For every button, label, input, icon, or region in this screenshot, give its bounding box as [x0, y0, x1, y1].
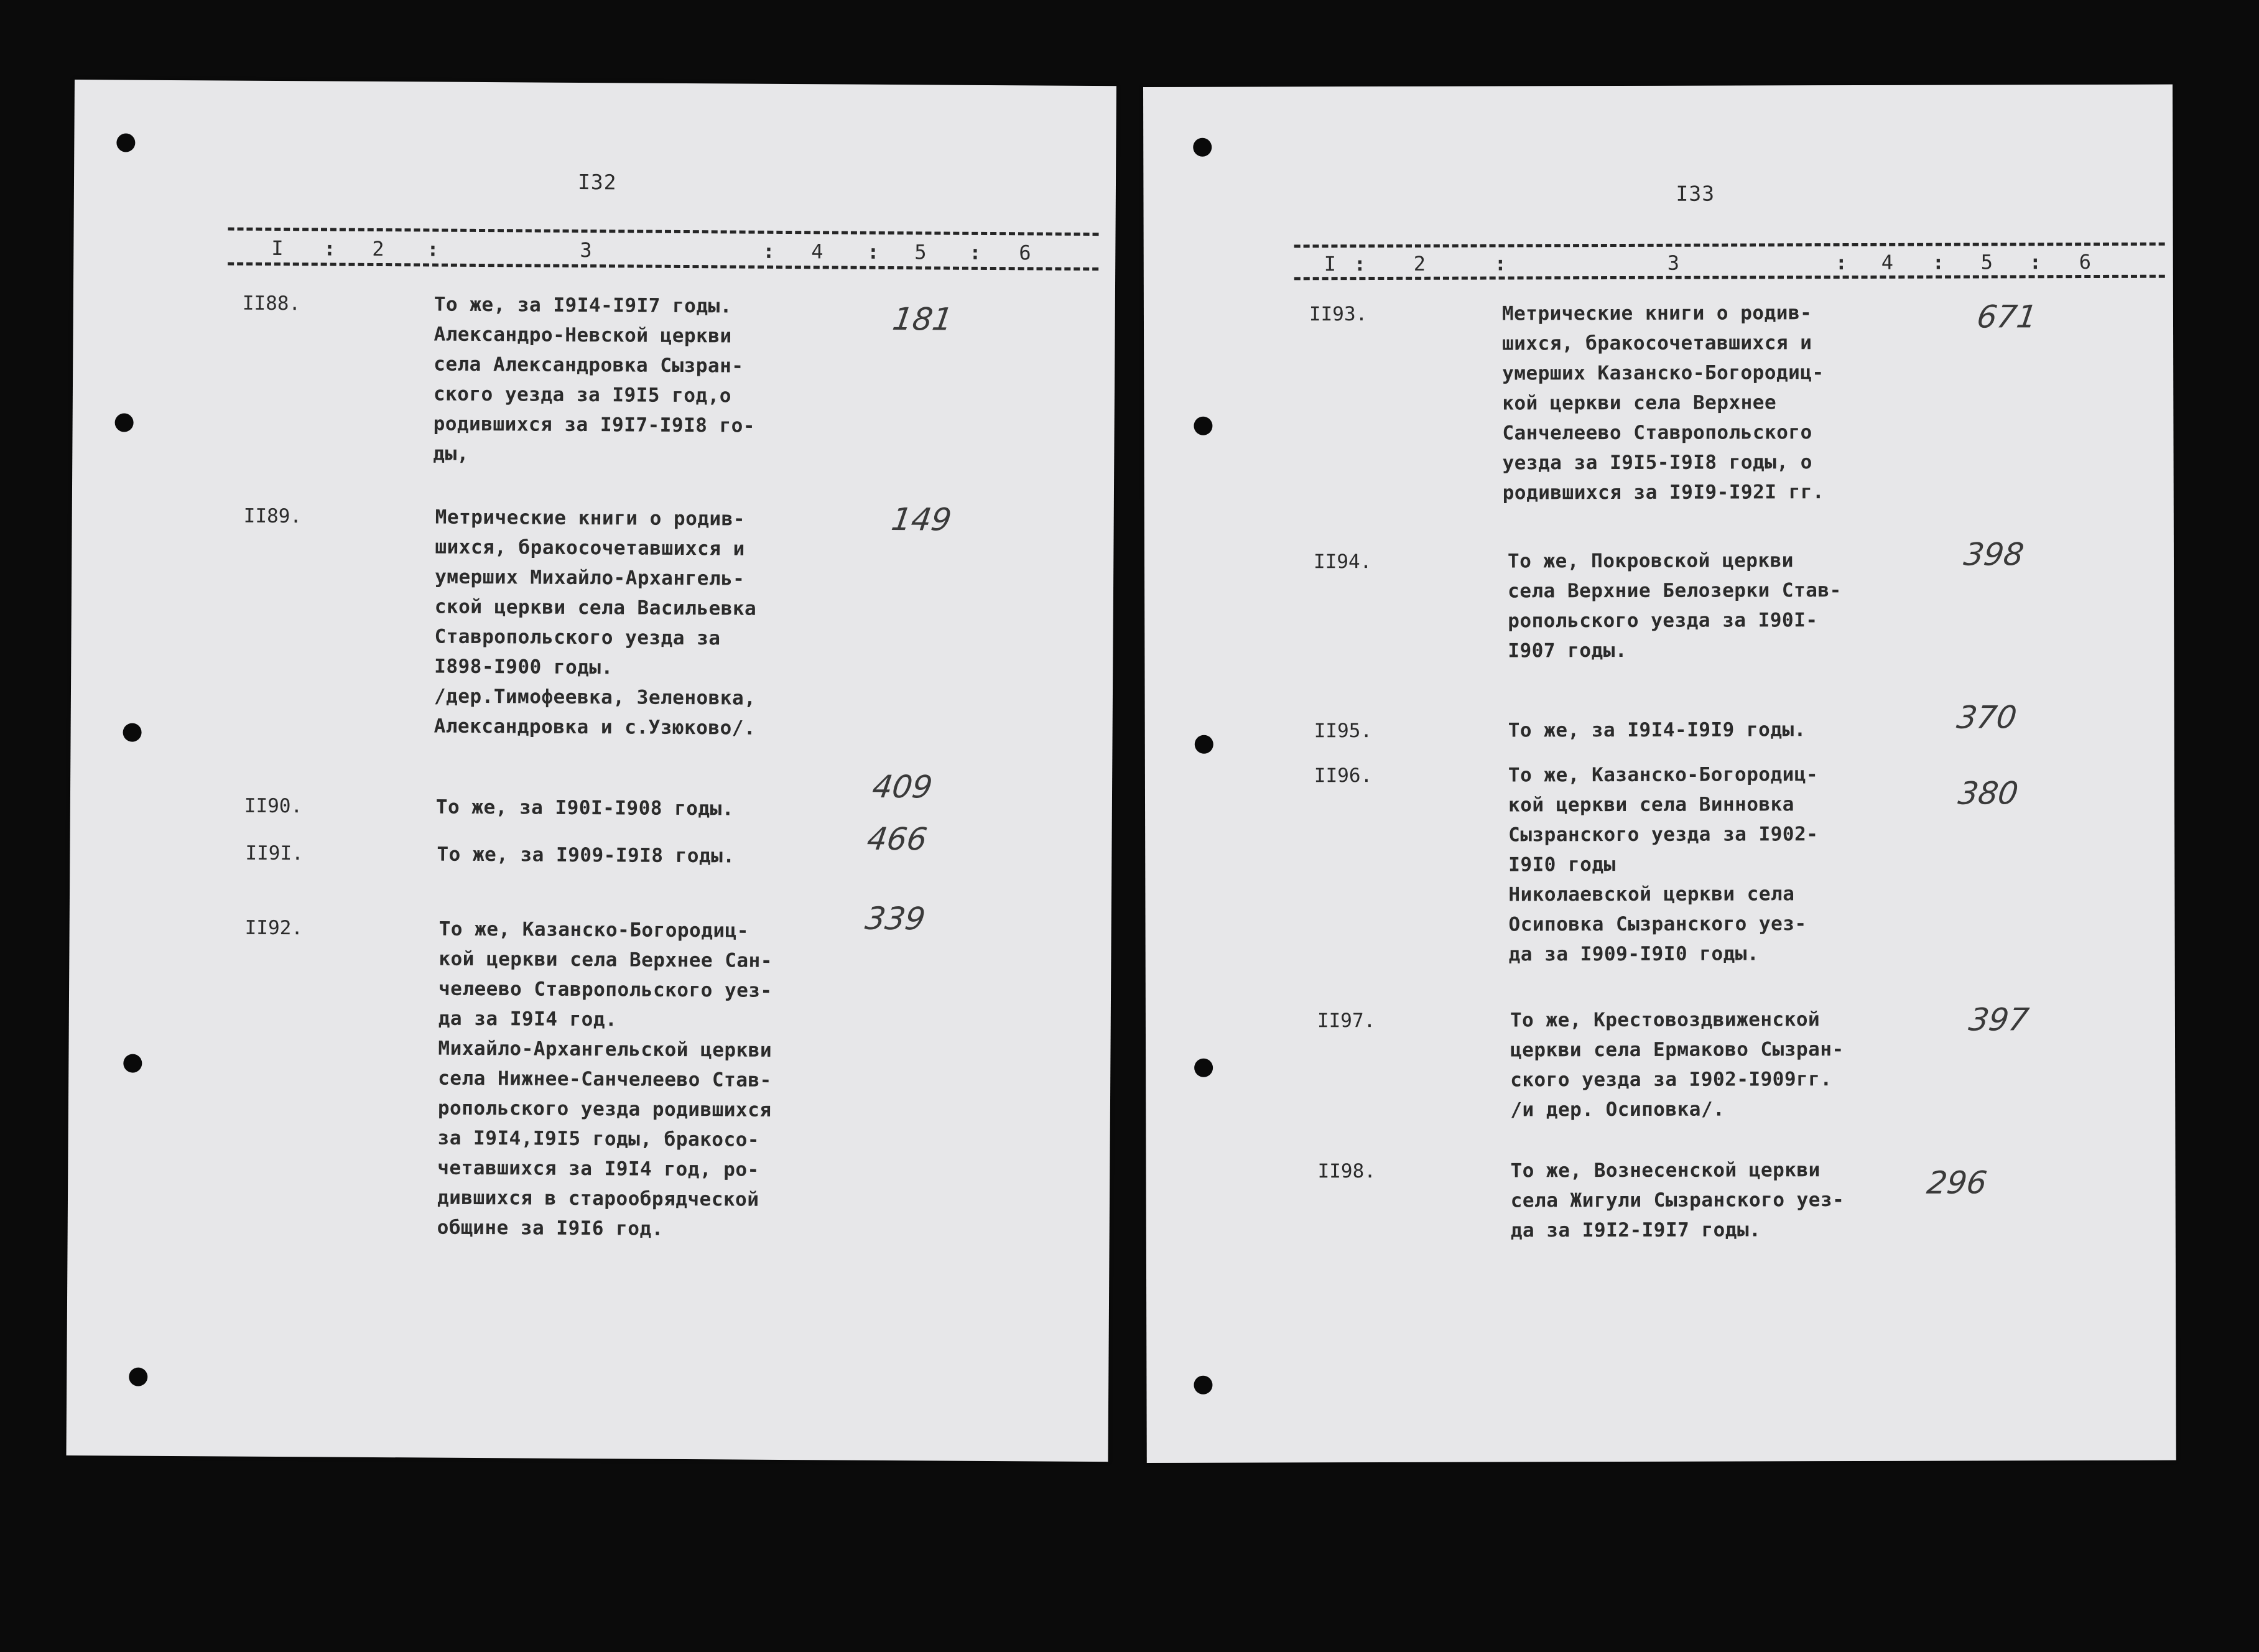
binding-hole	[1195, 735, 1213, 754]
column-number: 6	[1019, 241, 1031, 265]
binding-hole	[1194, 417, 1212, 435]
column-separator: :	[1494, 251, 1507, 276]
entry-number: II89.	[243, 504, 302, 528]
entry-number: II95.	[1314, 720, 1373, 743]
handwritten-count: 370	[1954, 699, 2020, 736]
column-number: 4	[1881, 250, 1894, 274]
handwritten-count: 466	[865, 820, 930, 858]
column-separator: :	[1835, 251, 1848, 275]
header-rule	[1294, 243, 2165, 248]
handwritten-count: 296	[1924, 1164, 1990, 1201]
column-number: 3	[1667, 251, 1680, 275]
header-rule	[228, 228, 1099, 236]
binding-hole	[123, 723, 141, 741]
entry-number: II9I.	[245, 842, 304, 865]
document-page-right	[1143, 85, 2176, 1463]
handwritten-count: 380	[1955, 775, 2021, 812]
entry-number: II98.	[1317, 1160, 1376, 1183]
handwritten-count: 398	[1961, 536, 2026, 573]
entry-description: Метрические книги о родив- шихся, бракосочетавшихся и умерших Михайло-Архангель- ской церкви села Васильевка Ставропольского уезда за I898-I900 годы. /дер.Тимофеевка, Зеленовка, Александровка и с.Узюково/.	[434, 506, 757, 740]
column-number: 2	[372, 236, 384, 261]
column-number: 6	[2079, 250, 2092, 274]
page-number: I32	[577, 169, 617, 195]
entry-description: То же, за I9I4-I9I7 годы. Александро-Невской церкви села Александровка Сызран- ского уезда за I9I5 год,о родившихся за I9I7-I9I8 го- ды,	[433, 293, 756, 465]
column-number: 4	[811, 239, 823, 264]
handwritten-count: 339	[863, 900, 928, 937]
binding-hole	[115, 413, 134, 432]
column-number: 2	[1413, 251, 1426, 276]
column-separator: :	[763, 239, 775, 263]
header-rule	[228, 262, 1098, 271]
entry-number: II96.	[1314, 764, 1373, 787]
column-number: 5	[1980, 250, 1993, 274]
handwritten-count: 409	[870, 768, 935, 805]
handwritten-count: 671	[1974, 299, 2039, 335]
column-separator: :	[2029, 250, 2042, 274]
entry-description: То же, за I9I4-I9I9 годы.	[1508, 718, 1806, 742]
column-separator: :	[323, 236, 336, 261]
column-separator: :	[867, 239, 879, 264]
column-separator: :	[1353, 252, 1366, 276]
column-number: I	[1324, 252, 1337, 276]
entry-description: То же, Покровской церкви села Верхние Белозерки Став- ропольского уезда за I90I- I907 годы.	[1507, 549, 1842, 662]
binding-hole	[1193, 138, 1212, 157]
handwritten-count: 181	[890, 301, 955, 338]
entry-description: Метрические книги о родив- шихся, бракосочетавшихся и умерших Казанско-Богородиц- кой церкви села Верхнее Санчелеево Ставропольского уезда за I9I5-I9I8 годы, о родившихся за I9I9-I92I гг.	[1501, 302, 1825, 504]
document-page-left	[66, 80, 1116, 1462]
binding-hole	[1194, 1376, 1212, 1394]
entry-number: II94.	[1313, 550, 1372, 573]
column-separator: :	[427, 237, 439, 261]
column-number: I	[271, 236, 284, 261]
entry-number: II97.	[1317, 1009, 1376, 1032]
header-rule	[1294, 275, 2165, 281]
binding-hole	[123, 1054, 142, 1073]
entry-number: II92.	[244, 916, 304, 940]
column-number: 5	[914, 240, 927, 264]
entry-description: То же, за I90I-I908 годы.	[435, 796, 735, 820]
entry-description: То же, Казанско-Богородиц- кой церкви села Верхнее Сан- челеево Ставропольского уез- да за I9I4 год. Михайло-Архангельской церкви села Нижнее-Санчелеево Став- ропольского уезда родившихся за I9I4,I9I5 годы, бракосо- четавшихся за I9I4 год, ро- дившихся в старообрядческой общине за I9I6 год.	[437, 917, 773, 1240]
binding-hole	[116, 133, 135, 152]
handwritten-count: 397	[1966, 1001, 2031, 1038]
binding-hole	[1194, 1059, 1213, 1077]
entry-number: II88.	[242, 292, 301, 315]
page-number: I33	[1676, 181, 1715, 206]
entry-description: То же, за I909-I9I8 годы.	[437, 843, 735, 868]
column-number: 3	[580, 238, 592, 262]
entry-number: II90.	[244, 794, 303, 818]
handwritten-count: 149	[889, 501, 954, 538]
entry-description: То же, Казанско-Богородиц- кой церкви села Винновка Сызранского уезда за I902- I9I0 годы Николаевской церкви села Осиповка Сызранского уез- да за I909-I9I0 годы.	[1508, 763, 1819, 966]
entry-description: То же, Вознесенской церкви села Жигули Сызранского уез- да за I9I2-I9I7 годы.	[1510, 1159, 1845, 1242]
entry-number: II93.	[1309, 303, 1368, 326]
binding-hole	[129, 1368, 147, 1386]
column-separator: :	[969, 240, 981, 264]
column-separator: :	[1932, 250, 1945, 274]
entry-description: То же, Крестовоздвиженской церкви села Ермаково Сызран- ского уезда за I902-I909гг. /и дер. Осиповка/.	[1510, 1008, 1844, 1121]
